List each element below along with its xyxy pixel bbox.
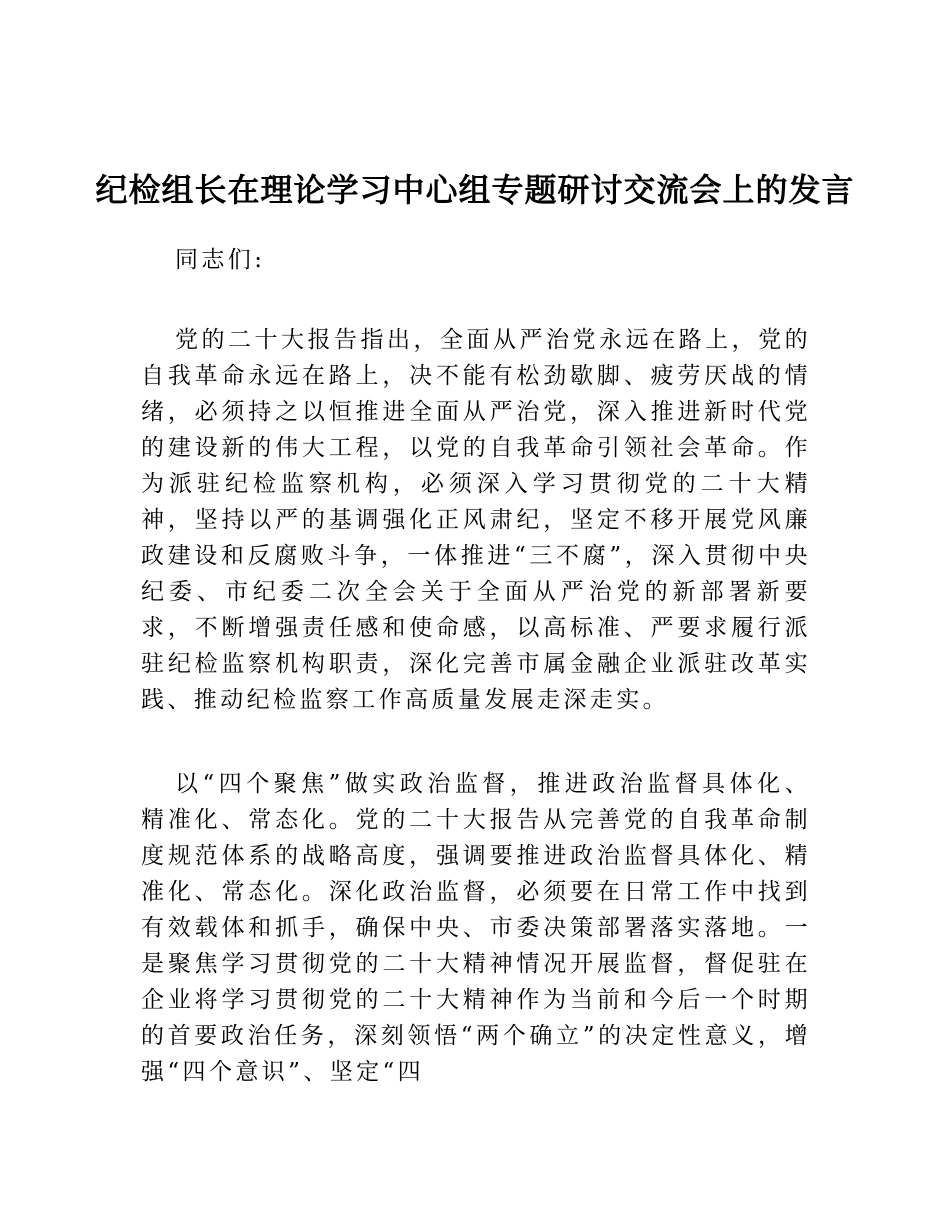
salutation: 同志们: [175,247,266,273]
paragraph-1: 党的二十大报告指出，全面从严治党永远在路上，党的自我革命永远在路上，决不能有松劲歇脚、疲劳厌战的情绪，必须持之以恒推进全面从严治党，深入推进新时代党的建设新的伟大工程，以党的自我革命引领社会革命。作为派驻纪检监察机构，必须深入学习贯彻党的二十大精神，坚持以严的基调强化正风肃纪，坚定不移开展党风廉政建设和反腐败斗争，一体推进“三不腐”，深入贯彻中央纪委、市纪委二次全会关于全面从严治党的新部署新要求，不断增强责任感和使命感，以高标准、严要求履行派驻纪检监察机构职责，深化完善市属金融企业派驻改革实践、推动纪检监察工作高质量发展走深走实。 [141,327,811,713]
document-title: 纪检组长在理论学习中心组专题研讨交流会上的发言 [95,171,855,209]
paragraph-2: 以“四个聚焦”做实政治监督，推进政治监督具体化、精准化、常态化。党的二十大报告从完善党的自我革命制度规范体系的战略高度，强调要推进政治监督具体化、精准化、常态化。深化政治监督，必须要在日常工作中找到有效载体和抓手，确保中央、市委决策部署落实落地。一是聚焦学习贯彻党的二十大精神情况开展监督，督促驻在企业将学习贯彻党的二十大精神作为当前和今后一个时期的首要政治任务，深刻领悟“两个确立”的决定性意义，增强“四个意识”、坚定“四 [141,771,811,1085]
